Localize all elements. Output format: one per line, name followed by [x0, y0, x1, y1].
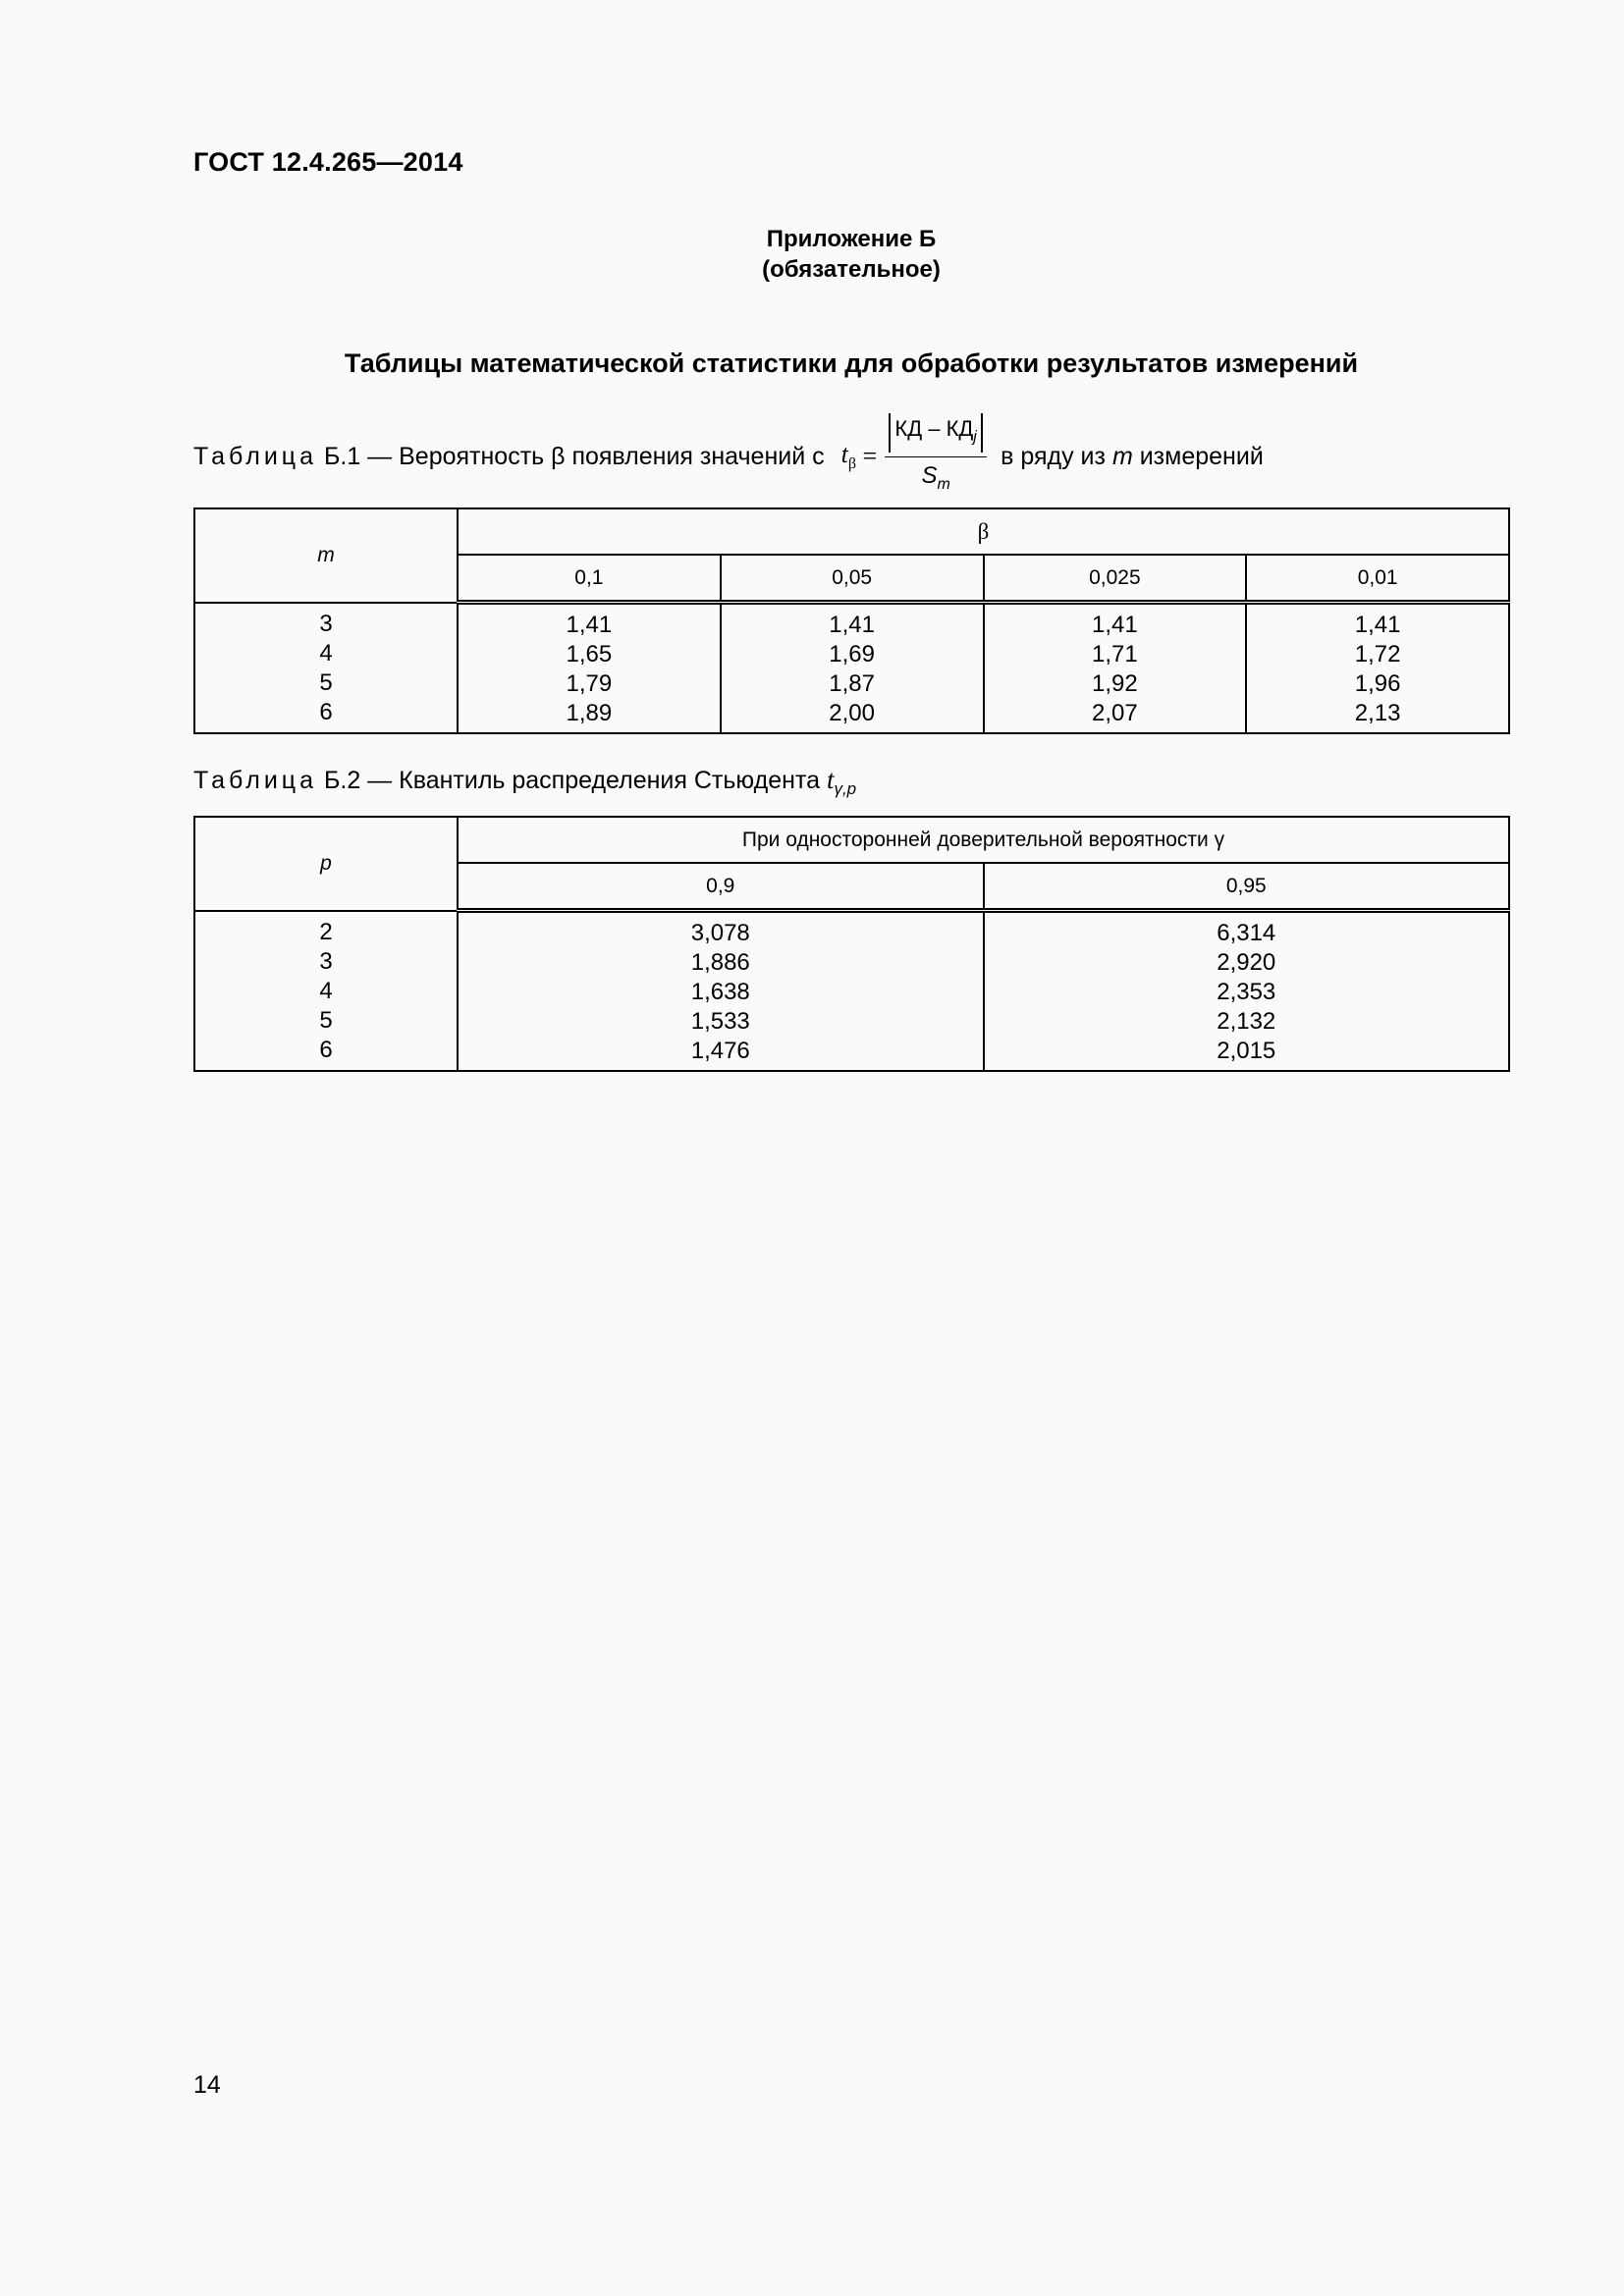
table1-col-header: 0,1: [458, 555, 721, 603]
table2-cell: 3,078 1,886 1,638 1,533 1,476: [458, 911, 984, 1072]
table2-caption: [193, 765, 856, 799]
appendix-heading: [0, 224, 1624, 285]
document-code: ГОСТ 12.4.265—2014: [193, 147, 463, 177]
page-number: 14: [193, 2071, 221, 2099]
formula-denominator: $S_m$: [921, 462, 950, 494]
table2-caption-var: t: [826, 765, 835, 794]
table2-col-header: 0,9: [458, 863, 984, 911]
table1-caption: [193, 412, 1264, 501]
table1-caption-end: измерений: [1139, 442, 1264, 470]
formula-equals: =: [855, 442, 878, 470]
table2-row-header: p: [194, 817, 458, 911]
section-title: Таблицы математической статистики для обработки результатов измерений: [344, 348, 1359, 378]
formula-fraction: [885, 413, 987, 500]
table1-col-header: 0,01: [1246, 555, 1509, 603]
table-b1: [193, 507, 1510, 734]
table2-col-header: 0,95: [984, 863, 1510, 911]
table2-p-values: 2 3 4 5 6: [194, 911, 458, 1072]
table1-caption-after: в ряду из: [1001, 442, 1106, 470]
table-b2: [193, 816, 1510, 1072]
formula-numerator: КД – $КД_j$: [889, 413, 982, 453]
table1-caption-label: Таблица: [193, 442, 318, 470]
fraction-bar: [885, 456, 987, 457]
table1-group-header: β: [458, 508, 1509, 555]
appendix-status: (обязательное): [762, 256, 941, 283]
table2-caption-text: Б.2 — Квантиль распределения Стьюдента: [317, 767, 827, 794]
table1-m-values: 3 4 5 6: [194, 603, 458, 734]
table2-caption-label: Таблица: [193, 767, 318, 794]
formula-lhs: $t_\beta$: [840, 439, 856, 473]
table1-cell: 1,41 1,71 1,92 2,07: [984, 603, 1247, 734]
table1-caption-var: m: [1111, 442, 1133, 470]
appendix-title: Приложение Б: [766, 226, 937, 252]
t-beta-formula: [841, 413, 988, 500]
table1-caption-text: Б.1 — Вероятность β появления значений с: [317, 442, 832, 470]
table1-col-header: 0,05: [721, 555, 984, 603]
table1-cell: 1,41 1,72 1,96 2,13: [1246, 603, 1509, 734]
table2-caption-sub: γ,p: [834, 779, 857, 798]
table1-cell: 1,41 1,69 1,87 2,00: [721, 603, 984, 734]
table1-col-header: 0,025: [984, 555, 1247, 603]
table1-row-header: m: [194, 508, 458, 603]
table2-group-header: При односторонней доверительной вероятности γ: [458, 817, 1509, 863]
table2-cell: 6,314 2,920 2,353 2,132 2,015: [984, 911, 1510, 1072]
table1-cell: 1,41 1,65 1,79 1,89: [458, 603, 721, 734]
